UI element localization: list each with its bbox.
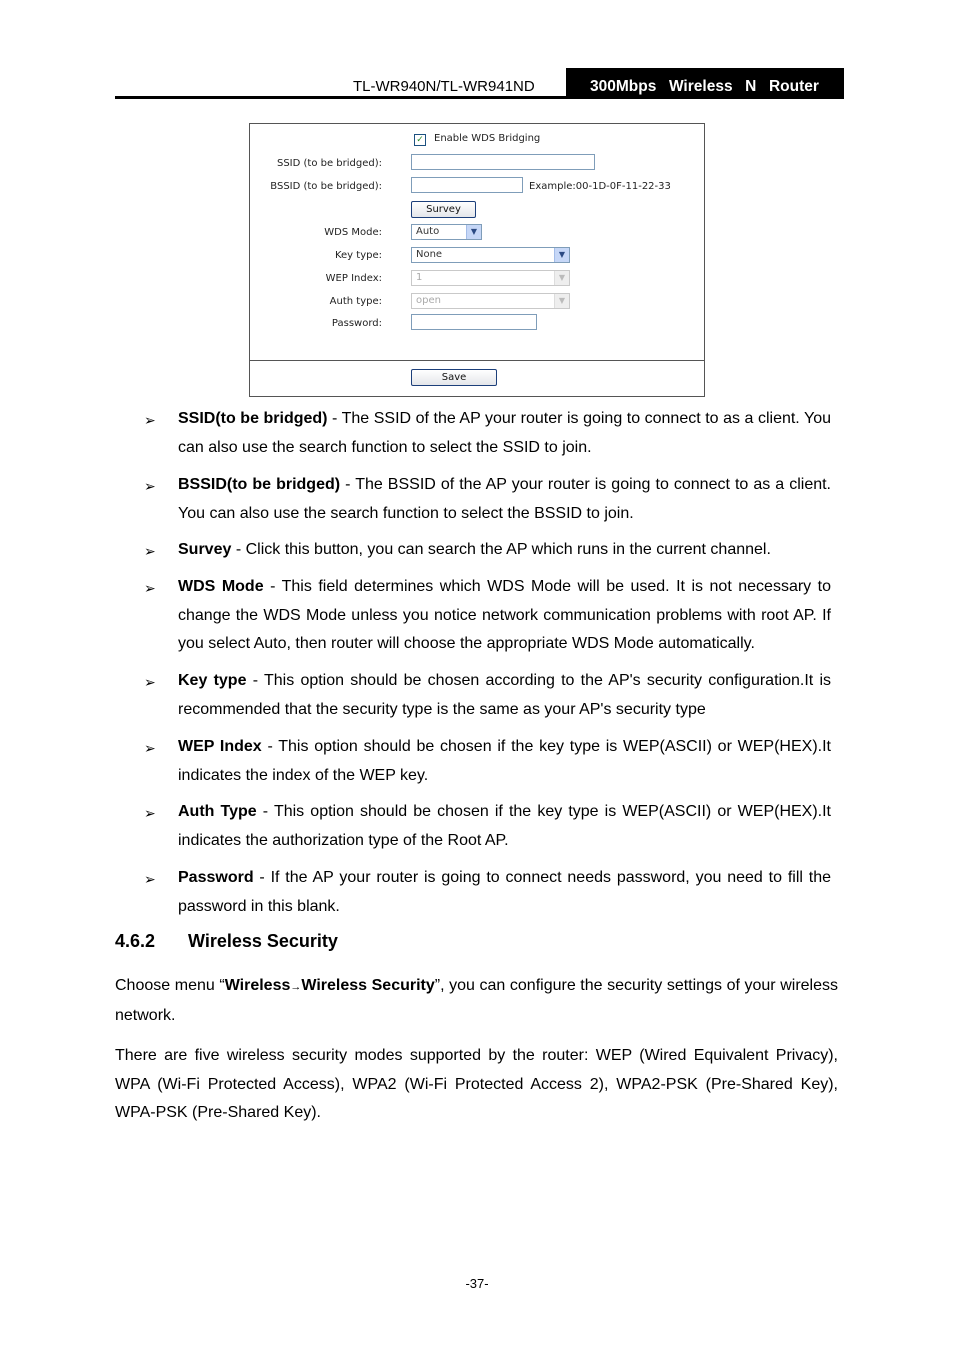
item-text: - This field determines which WDS Mode will be used. It is not necessary to change the WDS Mode unless you notice network communication problems with root AP. If you select Auto, then router will choose the appropriate WDS Mode automatically. xyxy=(178,578,832,652)
wep-index-value: 1 xyxy=(416,272,423,283)
ssid-input[interactable] xyxy=(411,154,595,170)
list-item xyxy=(178,536,831,565)
item-term: Survey xyxy=(178,541,232,558)
section-title: Wireless Security xyxy=(188,931,338,951)
bullet-icon: ➢ xyxy=(144,543,156,559)
list-item xyxy=(178,733,831,790)
list-item xyxy=(178,471,831,528)
menu-arrow: → xyxy=(290,981,302,993)
key-type-label: Key type: xyxy=(334,250,382,261)
wep-index-select[interactable] xyxy=(411,270,570,286)
password-label: Password: xyxy=(331,318,382,329)
item-term: WEP Index xyxy=(178,738,262,755)
key-type-value: None xyxy=(416,249,443,260)
wds-mode-select[interactable] xyxy=(411,224,482,240)
auth-type-label: Auth type: xyxy=(329,296,382,307)
auth-type-select[interactable] xyxy=(411,293,570,309)
key-type-select[interactable] xyxy=(411,247,570,263)
chevron-down-icon: ▼ xyxy=(554,248,569,262)
item-text: - This option should be chosen if the key type is WEP(ASCII) or WEP(HEX).It indicates the authorization type of the Root AP. xyxy=(178,803,832,849)
list-item xyxy=(178,798,831,855)
section-number: 4.6.2 xyxy=(115,931,156,951)
bssid-label: BSSID (to be bridged): xyxy=(270,181,382,192)
wds-mode-value: Auto xyxy=(416,226,440,237)
password-input[interactable] xyxy=(411,314,537,330)
page-number: -37- xyxy=(465,1276,489,1291)
intro-before: Choose menu “ xyxy=(115,977,225,994)
bullet-icon: ➢ xyxy=(144,412,156,428)
item-text: - If the AP your router is going to connect needs password, you need to fill the password in this blank. xyxy=(178,869,831,915)
section-heading xyxy=(115,931,338,952)
bssid-input[interactable] xyxy=(411,177,523,193)
wds-mode-label: WDS Mode: xyxy=(324,227,382,238)
item-text: - The BSSID of the AP your router is going to connect to as a client. You can also use the search function to select the BSSID to join. xyxy=(178,476,832,522)
panel-divider xyxy=(250,360,704,361)
list-item xyxy=(178,405,831,462)
enable-wds-checkbox[interactable]: ✓ xyxy=(414,134,426,146)
header-model: TL-WR940N/TL-WR941ND xyxy=(353,78,535,95)
item-term: BSSID(to be bridged) xyxy=(178,476,341,493)
save-button[interactable]: Save xyxy=(411,369,497,386)
survey-button[interactable]: Survey xyxy=(411,201,476,218)
bullet-icon: ➢ xyxy=(144,478,156,494)
bssid-example: Example:00-1D-0F-11-22-33 xyxy=(529,181,671,192)
auth-type-value: open xyxy=(416,295,441,306)
wds-settings-panel xyxy=(249,123,705,397)
modes-paragraph: There are five wireless security modes supported by the router: WEP (Wired Equivalent Privacy), WPA (Wi-Fi Protected Access), WPA2 (Wi-Fi Protected Access 2), WPA2-PSK (Pre-Shared Key), WPA-PSK (Pre-Shared Key). xyxy=(115,1047,838,1121)
menu-wireless-security: Wireless Security xyxy=(301,977,435,994)
list-item xyxy=(178,864,831,921)
intro-paragraph xyxy=(115,972,838,1030)
item-text: - Click this button, you can search the AP which runs in the current channel. xyxy=(231,541,771,558)
item-term: WDS Mode xyxy=(178,578,264,595)
header-product: 300Mbps Wireless N Router xyxy=(590,78,819,95)
header-rule xyxy=(115,96,844,99)
item-term: Password xyxy=(178,869,254,886)
list-item xyxy=(178,573,831,659)
intro-after: ”, you can configure the security settings of your wireless network. xyxy=(115,977,839,1024)
item-text: - The SSID of the AP your router is going to connect to as a client. You can also use the search function to select the SSID to join. xyxy=(178,410,832,456)
bullet-icon: ➢ xyxy=(144,674,156,690)
bullet-icon: ➢ xyxy=(144,740,156,756)
item-term: SSID(to be bridged) xyxy=(178,410,328,427)
bullet-icon: ➢ xyxy=(144,805,156,821)
ssid-label: SSID (to be bridged): xyxy=(276,158,382,169)
chevron-down-icon: ▼ xyxy=(554,271,569,285)
item-text: - This option should be chosen according to the AP's security configuration.It is recommended that the security type is the same as your AP's security type xyxy=(178,672,831,718)
enable-wds-label: Enable WDS Bridging xyxy=(434,133,541,144)
header-product-box xyxy=(566,68,844,99)
wep-index-label: WEP Index: xyxy=(325,273,382,284)
list-item xyxy=(178,667,831,724)
item-term: Auth Type xyxy=(178,803,257,820)
bullet-icon: ➢ xyxy=(144,580,156,596)
item-term: Key type xyxy=(178,672,247,689)
bullet-icon: ➢ xyxy=(144,871,156,887)
item-text: - This option should be chosen if the key type is WEP(ASCII) or WEP(HEX).It indicates the index of the WEP key. xyxy=(178,738,831,784)
chevron-down-icon: ▼ xyxy=(554,294,569,308)
chevron-down-icon: ▼ xyxy=(466,225,481,239)
menu-wireless: Wireless xyxy=(224,977,291,994)
